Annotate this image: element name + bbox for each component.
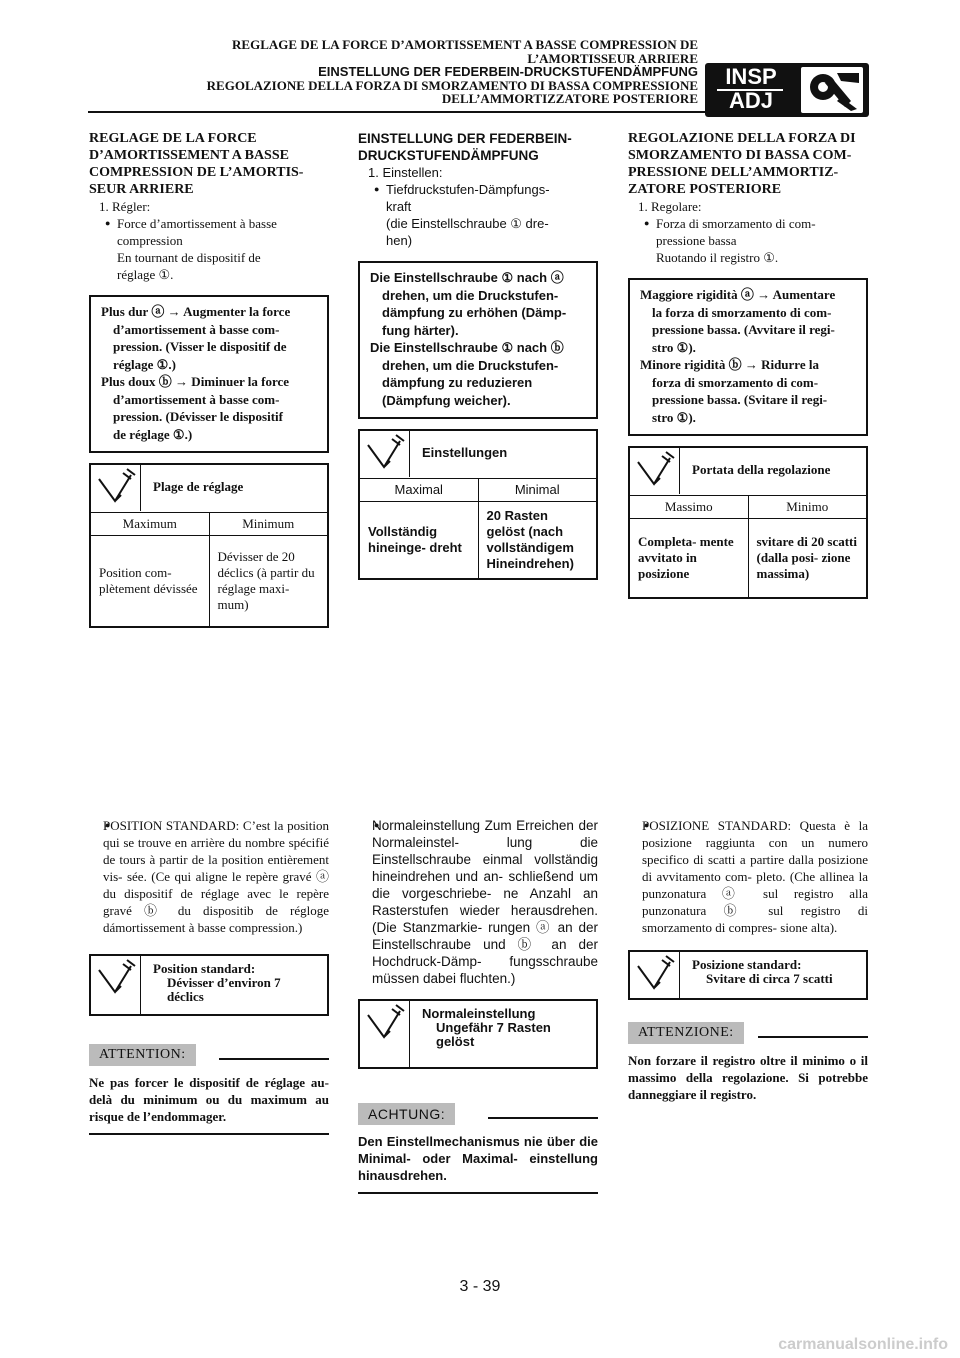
it-warning-text: Non forzare il registro oltre il minimo o il massimo della regolazione. Si potrebbe danneggiare il registro. bbox=[628, 1053, 868, 1102]
column-french-lower bbox=[89, 817, 329, 1135]
page-header bbox=[78, 38, 698, 106]
de-range-col-min: Minimal bbox=[478, 479, 597, 501]
it-step: 1. Regolare: bbox=[638, 199, 702, 214]
spec-icon bbox=[360, 1001, 410, 1067]
de-standard-bullet: ● Normaleinstellung Zum Erreichen der Normaleinstel- lung die Einstellschraube einmal vollständig hineindrehen und an- schließend um die vorgeschriebe- ne Anzahl an Rasterstufen wieder herausdrehen. (Die Stanzmarkie- rungen ⓐ an der Einstellschraube und ⓑ an der Hochdruck-Dämp- fungsschraube müssen dabei fluchten.) bbox=[358, 817, 598, 987]
fr-standard-bullet: ● POSITION STANDARD: C’est la position qui se trouve en arrière du nombre spécifié de tours à partir de la position entièrement vis- sée. (Ce qui aligne le repère gravé ⓐ du dispositif de réglage avec le repère gravé ⓑ du dispositib de régloge dámortissement à basse compression.) bbox=[89, 817, 329, 936]
it-range-col-max: Massimo bbox=[664, 499, 713, 514]
de-warning-header: ACHTUNG: bbox=[358, 1103, 598, 1125]
it-range-title: Portata della regolazione bbox=[692, 462, 831, 477]
spec-icon bbox=[630, 448, 680, 494]
de-standard-spec: Normaleinstellung Ungefähr 7 Rasten gelöst bbox=[358, 999, 598, 1069]
it-range-col-min: Minimo bbox=[748, 496, 867, 518]
it-range-table bbox=[628, 446, 868, 599]
page-number: 3 - 39 bbox=[459, 1278, 501, 1295]
section-badge bbox=[705, 63, 869, 117]
fr-range-table bbox=[89, 463, 329, 628]
fr-range-title: Plage de réglage bbox=[153, 479, 244, 494]
fr-title: REGLAGE DE LA FORCE D’AMORTISSEMENT A BASSE COMPRESSION DE L’AMORTIS- SEUR ARRIERE bbox=[89, 131, 304, 197]
header-line-3: EINSTELLUNG DER FEDERBEIN-DRUCKSTUFENDÄMPFUNG bbox=[318, 64, 698, 79]
header-line-2: L’AMORTISSEUR ARRIERE bbox=[527, 50, 698, 66]
fr-warning-header: ATTENTION: bbox=[89, 1044, 329, 1066]
it-range-val-max: Completa- mente avvitato in posizione bbox=[638, 534, 734, 581]
it-warning-header: ATTENZIONE: bbox=[628, 1022, 868, 1044]
de-warning-text: Den Einstellmechanismus nie über die Minimal- oder Maximal- einstellung hinausdrehen. bbox=[358, 1125, 598, 1194]
spec-icon bbox=[630, 952, 680, 998]
column-french bbox=[89, 110, 329, 628]
it-bullet: ● Forza di smorzamento di com- pressione bassa Ruotando il registro ①. bbox=[628, 215, 868, 266]
fr-warning-text: Ne pas forcer le dispositif de réglage au-delà du minimum ou du maximum au risque de l’endommager. bbox=[89, 1066, 329, 1135]
column-italian bbox=[628, 110, 868, 599]
spec-icon bbox=[91, 465, 141, 511]
fr-step: 1. Régler: bbox=[99, 199, 151, 214]
fr-range-col-max: Maximum bbox=[122, 516, 177, 531]
badge-insp: INSP bbox=[725, 64, 777, 89]
spec-icon bbox=[360, 431, 410, 477]
it-adjust-box: Maggiore rigidità ⓐ → Aumentare la forza di smorzamento di com- pressione bassa. (Avvitare il regi- stro ①). Minore rigidità ⓑ → Ridurre la forza di smorzamento di com- pressione bassa. (Svitare il regi- stro ①). bbox=[628, 278, 868, 436]
badge-adj: ADJ bbox=[728, 88, 773, 113]
header-line-4: REGOLAZIONE DELLA FORZA DI SMORZAMENTO DI BASSA COMPRESSIONE bbox=[206, 77, 698, 93]
de-adjust-box: Die Einstellschraube ① nach ⓐ drehen, um die Druckstufen- dämpfung zu erhöhen (Dämp- fung härter). Die Einstellschraube ① nach ⓑ drehen, um die Druckstufen- dämpfung zu reduzieren (Dämpfung weicher). bbox=[358, 261, 598, 419]
spec-icon bbox=[91, 956, 141, 1014]
it-standard-bullet: ● POSIZIONE STANDARD: Questa è la posizione raggiunta con un numero specifico di scatti a partire dalla posizione di avvitamento com- pleto. (Che allinea la punzonatura ⓐ sul registro alla punzonatura ⓑ sul registro di smorzamento di compres- sione alta). bbox=[628, 817, 868, 936]
de-range-val-max: Vollständig hineinge- dreht bbox=[368, 524, 462, 555]
wrench-icon bbox=[801, 67, 863, 113]
fr-range-val-max: Position com- plètement dévissée bbox=[99, 565, 198, 596]
column-italian-lower bbox=[628, 817, 868, 1111]
column-german-lower bbox=[358, 817, 598, 1194]
it-standard-spec: Posizione standard: Svitare di circa 7 scatti bbox=[628, 950, 868, 1000]
column-german bbox=[358, 110, 598, 580]
de-range-title: Einstellungen bbox=[422, 445, 508, 460]
de-title: EINSTELLUNG DER FEDERBEIN- DRUCKSTUFENDÄMPFUNG bbox=[358, 131, 572, 163]
de-range-table bbox=[358, 429, 598, 580]
de-range-col-max: Maximal bbox=[394, 482, 443, 497]
de-range-val-min: 20 Rasten gelöst (nach vollständigem Hineindrehen) bbox=[478, 502, 597, 578]
fr-adjust-box: Plus dur ⓐ → Augmenter la force d’amortissement à basse com- pression. (Visser le dispositif de réglage ①.) Plus doux ⓑ → Diminuer la force d’amortissement à basse com- pression. (Dévisser le dispositif de réglage ①.) bbox=[89, 295, 329, 453]
it-title: REGOLAZIONE DELLA FORZA DI SMORZAMENTO DI BASSA COM- PRESSIONE DELL’AMMORTIZ- ZATORE POSTERIORE bbox=[628, 131, 856, 197]
de-bullet: ● Tiefdruckstufen-Dämpfungs- kraft (die Einstellschraube ① dre- hen) bbox=[358, 181, 598, 249]
fr-standard-spec: Position standard: Dévisser d’environ 7 déclics bbox=[89, 954, 329, 1016]
watermark: carmanualsonline.info bbox=[778, 1336, 948, 1353]
header-line-5: DELL’AMMORTIZZATORE POSTERIORE bbox=[441, 91, 698, 106]
it-range-val-min: svitare di 20 scatti (dalla posi- zione massima) bbox=[748, 519, 867, 597]
fr-range-col-min: Minimum bbox=[209, 513, 328, 535]
de-step: 1. Einstellen: bbox=[368, 165, 443, 180]
fr-range-val-min: Dévisser de 20 déclics (à partir du réglage maxi- mum) bbox=[209, 536, 328, 626]
fr-bullet: ● Force d’amortissement à basse compression En tournant de dispositif de réglage ①. bbox=[89, 215, 329, 283]
header-line-1: REGLAGE DE LA FORCE D’AMORTISSEMENT A BASSE COMPRESSION DE bbox=[232, 37, 698, 52]
